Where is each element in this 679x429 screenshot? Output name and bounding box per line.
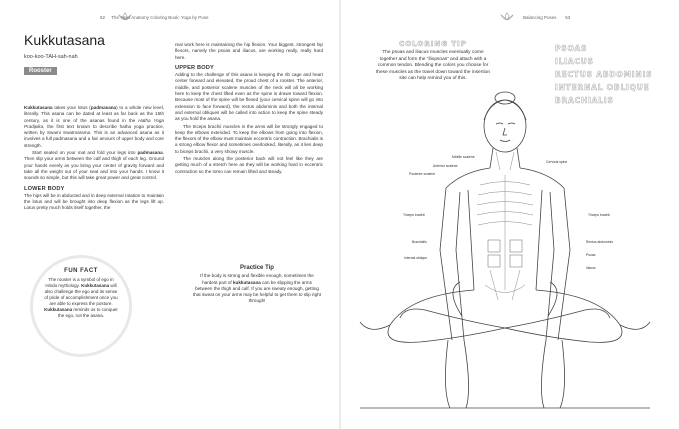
upper-body-p3: The muscles along the posterior back will not feel like they are getting much of a stretch here as they will be working hard in eccentric contraction so the torso can remain lifted and steady.	[175, 156, 323, 174]
muscle-name: RECTUS ABDOMINIS	[555, 70, 653, 79]
fun-fact-title: FUN FACT	[64, 268, 98, 274]
text-run: takes your lotus (	[52, 105, 91, 110]
label-brachialis: Brachialis	[412, 240, 427, 244]
label-anterior-scalene: Anterior scalene	[433, 164, 458, 168]
left-hand	[445, 340, 468, 408]
shins	[400, 309, 610, 328]
label-cervical-spine: Cervical spine	[546, 160, 568, 164]
rectus-abdominis-block	[510, 240, 522, 252]
coloring-tip-title: COLORING TIP	[399, 40, 467, 48]
left-upper-arm	[440, 188, 460, 250]
bold-term: Kukkutasana	[44, 307, 73, 312]
rectus-abdominis-block	[488, 255, 500, 267]
intro-paragraph	[24, 105, 164, 149]
right-page-number: 53	[565, 15, 571, 20]
coloring-tip	[375, 40, 491, 83]
muscle-name: BRACHIALIS	[555, 96, 614, 105]
right-section-title: Balancing Poses	[523, 15, 557, 20]
bold-term: padmasana	[90, 105, 117, 110]
left-book-title: The Yoga Anatomy Coloring Book: Yoga by Pose	[111, 15, 209, 20]
label-iliacus: Iliacus	[586, 266, 596, 270]
upper-body-heading: UPPER BODY	[175, 64, 214, 71]
left-page-number: 52	[100, 15, 106, 20]
bold-term: padmasana	[137, 150, 163, 156]
scalene-lines	[496, 152, 514, 170]
text-run: will also challenge the ego and its sense of pride of accomplishment once you are able to express the posture.	[44, 283, 118, 306]
lower-body-heading: LOWER BODY	[24, 185, 65, 192]
muscle-name: PSOAS	[555, 44, 588, 53]
label-middle-scalene: Middle scalene	[452, 155, 475, 159]
italic-title: Hatha Yoga Pradipika	[24, 117, 164, 129]
eyes	[496, 123, 515, 124]
text-column-2	[175, 42, 323, 176]
neck	[490, 148, 520, 168]
lotus-icon	[500, 12, 514, 21]
kukkutasana-anatomy-illustration	[350, 90, 670, 420]
nose	[503, 128, 507, 135]
text-run: ) to a whole new level, literally. This asana can be dated at least as far back as the 15th century, as it is one of the asanas found in the	[24, 105, 164, 123]
label-posterior-scalene: Posterior scalene	[409, 172, 436, 176]
coloring-tip-text: The psoas and iliacus muscles eventually come together and form the "iliopsoas" and attach with a common tendon. Blending the colors you choose for these muscles as the travel down toward the insertion site can help remind you of this.	[375, 50, 491, 82]
practice-tip-title: Practice Tip	[240, 265, 274, 271]
text-run: reminds us to conquer the ego, not the asana.	[57, 307, 118, 318]
pose-translation-badge: Rooster	[24, 67, 57, 75]
text-run: Start seated on your mat and fold your legs into	[32, 150, 138, 156]
upper-body-p1: Adding to the challenge of this asana is keeping the rib cage and heart center forward and elevated, the proud chest of a rooster. The anterior, middle, and posterior scalene muscles of the neck will all be working here to keep the chest lifted even as the spine is drawn toward flexion. Because most of the spine will be flexed (your cervical spine will go into extension to face forward), the rectus abdominis and both the internal and external obliques will be called into action to keep the spine steady as you hold the asana.	[175, 72, 323, 122]
pose-pronunciation: koo-koo-TAH-sah-nah	[24, 54, 78, 60]
right-upper-arm	[550, 188, 570, 250]
practice-tip	[193, 265, 321, 305]
muscle-name: ILIACUS	[555, 57, 594, 66]
text-run: , the first text known to describe hatha yoga practice, written by Swami Swatmarama. This is an advanced asana as it involves a full padmasana and a fair amount of upper body and core strength.	[24, 123, 164, 148]
label-rectus-abdominis: Rectus abdominis	[586, 240, 613, 244]
label-triceps-brachii-right: Triceps brachii	[588, 213, 610, 217]
lotus-icon	[118, 12, 132, 21]
intro-paragraph-2	[24, 150, 164, 181]
practice-tip-text	[193, 273, 321, 304]
text-run: . Then slip your arms between the calf and thigh of each leg. Ground your hands evenly as you bring your center of gravity forward and take all the weight out of your seat and into your hands. I know it sounds so simple, but this will take great power and great control.	[24, 150, 164, 181]
label-internal-oblique: Internal oblique	[404, 256, 428, 260]
lower-body-text: The hips will be in abducted and in deep external rotation to maintain the lotus and will be brought into deep flexion as the legs lift up. Lotus pretty much holds itself together, the	[24, 192, 164, 211]
left-forearm	[440, 250, 464, 340]
fun-fact-circle	[30, 255, 132, 357]
lower-body-text-cont: real work here is maintaining the hip flexion. Your biggest, strongest hip flexors, namely the psoas and iliacus, are working really, really hard here.	[175, 42, 323, 60]
mouth	[500, 140, 510, 142]
right-page-header	[523, 15, 570, 20]
bold-term: kukkutasana	[232, 279, 261, 285]
muscle-name: INTERNAL OBLIQUE	[555, 83, 650, 92]
fun-fact-text	[33, 277, 129, 319]
text-run: The rooster is a symbol of ego in Hindu mythology.	[45, 277, 114, 288]
rectus-abdominis-block	[488, 240, 500, 252]
upper-body-p2: The triceps brachii muscles in the arms will be strongly engaged to keep the elbows extended. To keep the elbows from going into flexion, the flexors of the elbow must maintain eccentric contraction. Brachialis is a strong elbow flexor and sometimes overlooked, literally, as it lies deep to biceps brachii, a very showy muscle.	[175, 123, 323, 154]
rectus-abdominis-block	[510, 255, 522, 267]
right-hand	[541, 340, 564, 408]
right-forearm	[546, 250, 570, 340]
bold-term: Kukkutasana	[81, 283, 110, 288]
bold-term: Kukkutasana	[24, 105, 53, 110]
label-psoas: Psoas	[586, 253, 596, 257]
page-gutter	[339, 0, 341, 429]
left-page-header	[100, 15, 209, 20]
pose-title: Kukkutasana	[24, 32, 105, 48]
text-column-1	[24, 105, 164, 213]
label-triceps-brachii-left: Triceps brachii	[403, 213, 425, 217]
text-run: can be slipping the arms between the thigh and calf. If you are sweaty enough, getting that sweat on your arms may be helpful to get them to slip right through!	[193, 279, 321, 304]
hairline	[484, 100, 526, 120]
text-run: If the body is strong and flexible enough, sometimes the hardest part of	[200, 273, 314, 285]
